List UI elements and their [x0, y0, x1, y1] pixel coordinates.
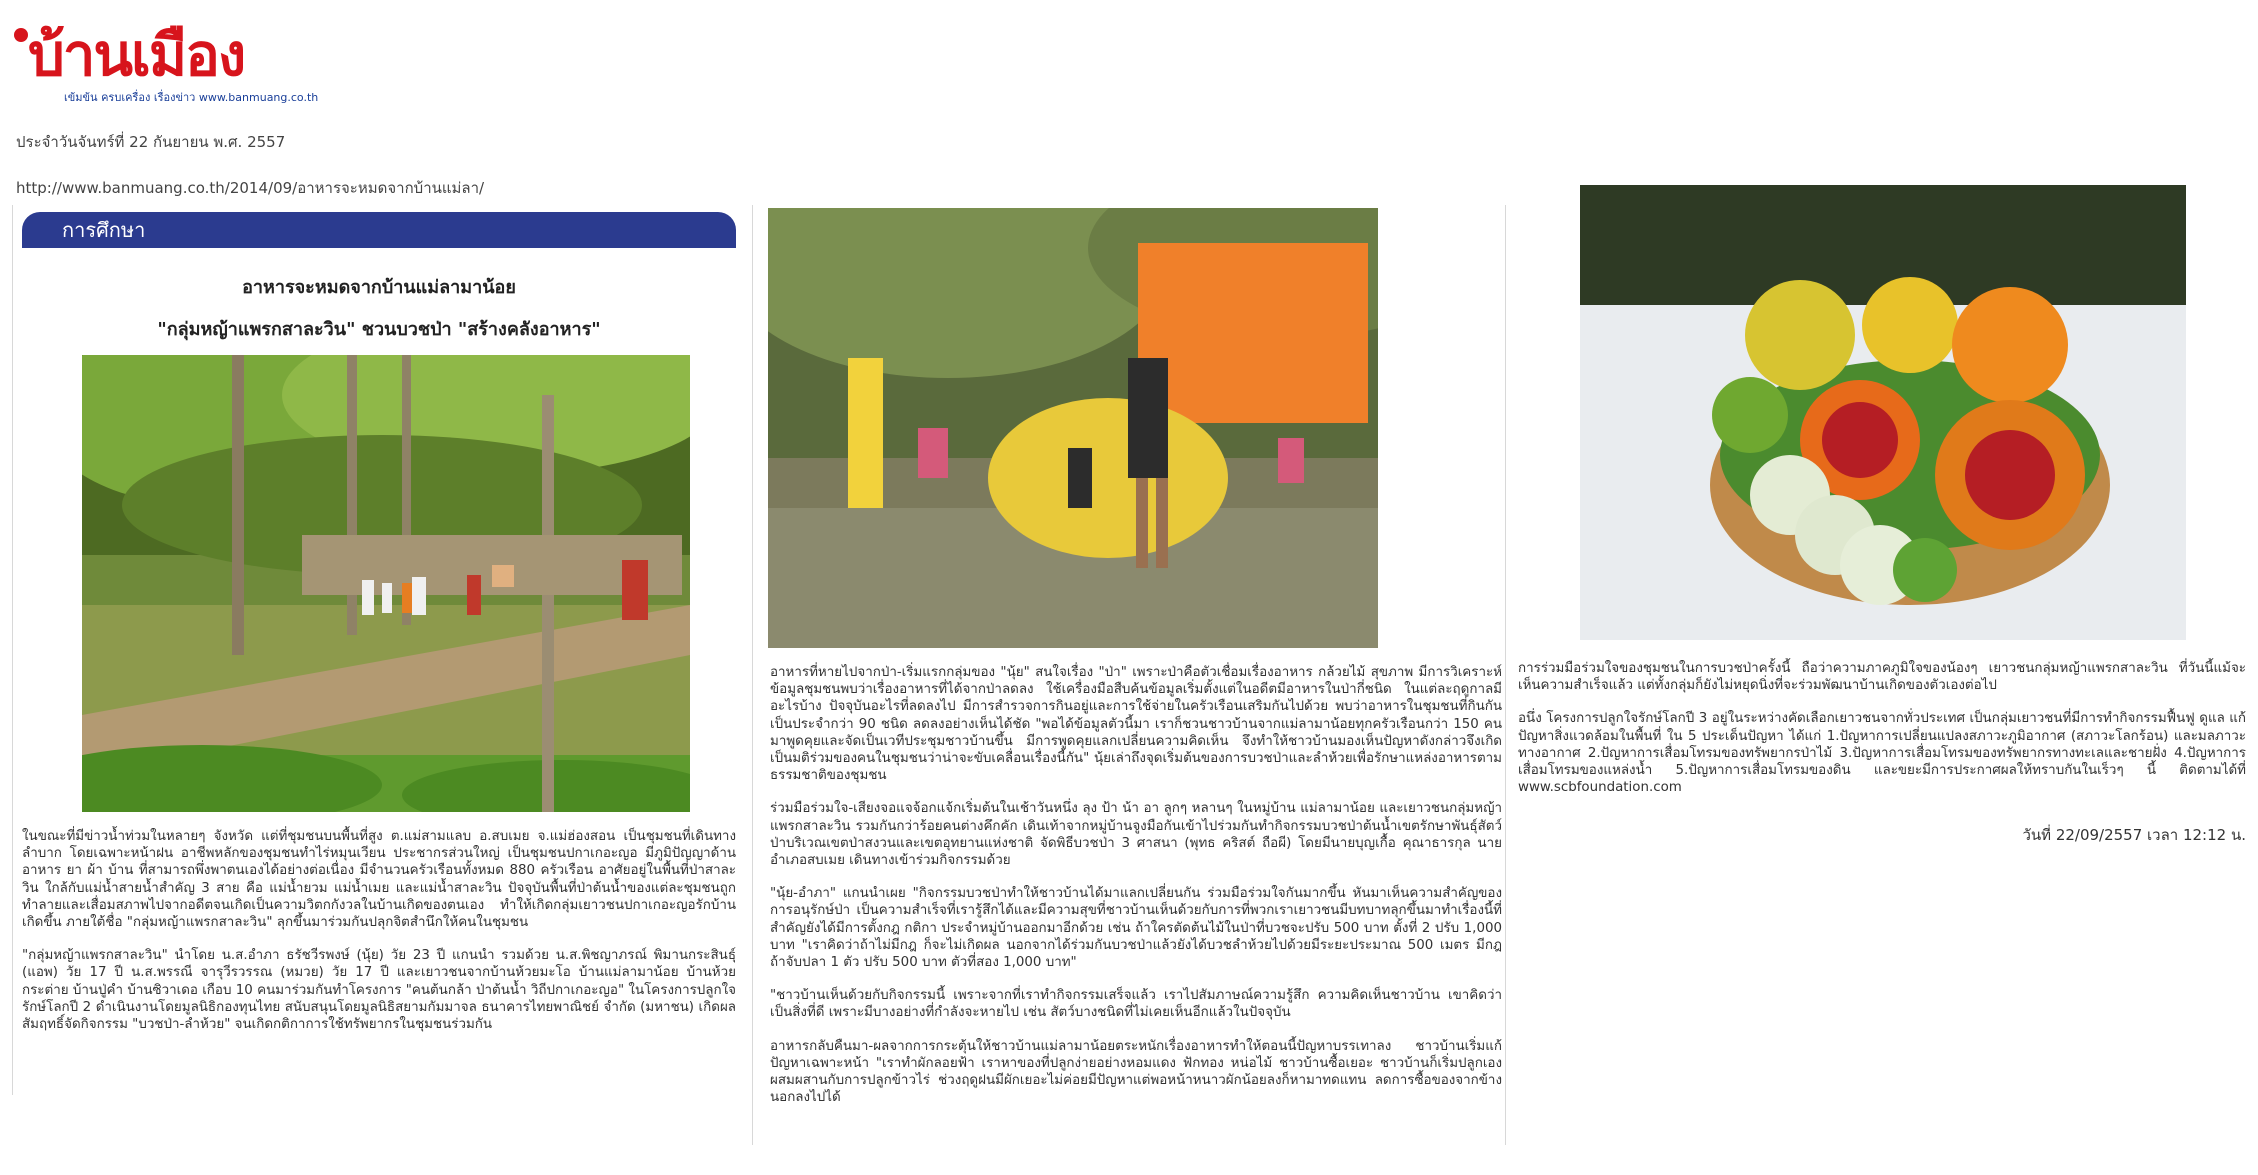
col2-paragraph: ร่วมมือร่วมใจ-เสียงจอแจจ้อกแจ้กเริ่มต้นในเช้าวันหนึ่ง ลุง ป้า น้า อา ลูกๆ หลานๆ ในหมู่บ้าน แม่ลามาน้อย และเยาวชนกลุ่มหญ้าแพรกสาละวิน รวมกันกว่าร้อยคนต่างคึกคัก เดินเท้าจากหมู่บ้านจูงมือกันเข้าไปร่วมกันทำกิจกรรมบวชป่าต้นน้ำเขตรักษาพันธุ์สัตว์ป่าบริเวณเขตป่าสงวนและเขตอุทยานแห่งชาติ จัดพิธีบวชป่า 3 ศาสนา (พุทธ คริสต์ ถือผี) โดยมีนายบุญเกื้อ คุณาธารกุล นายอำเภอสบเมย เดินทางเข้าร่วมกิจกรรมด้วย [770, 801, 1502, 869]
publish-timestamp: วันที่ 22/09/2557 เวลา 12:12 น. [2022, 826, 2246, 844]
fruit-basket-photo [1580, 185, 2186, 640]
section-header [22, 212, 736, 248]
col3-paragraph: อนึ่ง โครงการปลูกใจรักษ์โลกปี 3 อยู่ในระหว่างคัดเลือกเยาวชนจากทั่วประเทศ เป็นกลุ่มเยาวชนที่มีการทำกิจกรรมฟื้นฟู ดูแล แก้ปัญหาสิ่งแวดล้อมในพื้นที่ ใน 5 ประเด็นปัญหา ได้แก่ 1.ปัญหาการเปลี่ยนแปลงสภาวะภูมิอากาศ (สภาวะโลกร้อน) และมลภาวะทางอากาศ 2.ปัญหาการเสื่อมโทรมของทรัพยากรป่าไม้ 3.ปัญหาการเสื่อมโทรมของทรัพยากรทางทะเลและชายฝั่ง 4.ปัญหาการเสื่อมโทรมของแหล่งน้ำ 5.ปัญหาการเสื่อมโทรมของดิน และขยะมีการประกาศผลให้ทราบกันในเร็วๆ นี้ ติดตามได้ที่ www.scbfoundation.com [1518, 711, 2246, 796]
article-url: http://www.banmuang.co.th/2014/09/อาหารจะหมดจากบ้านแม่ลา/ [16, 179, 485, 197]
column-rule-1 [752, 205, 753, 1145]
article-column-2 [770, 664, 1502, 1122]
col1-paragraph: ในขณะที่มีข่าวน้ำท่วมในหลายๆ จังหวัด แต่ที่ชุมชนบนพื้นที่สูง ต.แม่สามแลบ อ.สบเมย จ.แม่ฮ่องสอน เป็นชุมชนที่เดินทางลำบาก โดยเฉพาะหน้าฝน อาชีพหลักของชุมชนทำไร่หมุนเวียน ประชากรส่วนใหญ่ เป็นชุมชนปกาเกอะญอ มีภูมิปัญญาด้านอาหาร ยา ผ้า บ้าน ที่สามารถพึ่งพาตนเองได้อย่างต่อเนื่อง มีจำนวนครัวเรือนทั้งหมด 880 ครัวเรือน อาศัยอยู่ในพื้นที่ป่าสาละวิน ใกล้กับแม่น้ำสายน้ำสำคัญ 3 สาย คือ แม่น้ำยวม แม่น้ำเมย และแม่น้ำสาละวิน ปัจจุบันพื้นที่ป่าต้นน้ำของแต่ละชุมชนถูกทำลายและเสื่อมสภาพไปจากอดีตจนเกิดเป็นความวิตกกังวลในบ้านเกิดของตนเอง ทำให้เกิดกลุ่มเยาวชนปกาเกอะญอรักบ้านเกิดขึ้น ภายใต้ชื่อ "กลุ่มหญ้าแพรกสาละวิน" ลุกขึ้นมาร่วมกันปลุกจิตสำนึกให้คนในชุมชน [22, 829, 736, 931]
logo-wordmark: บ้านเมือง [28, 21, 245, 89]
left-rule [12, 205, 13, 1095]
col2-paragraph: อาหารที่หายไปจากป่า-เริ่มแรกกลุ่มของ "นุ้ย" สนใจเรื่อง "ป่า" เพราะป่าคือตัวเชื่อมเรื่องอาหาร กล้วยไม้ สุขภาพ มีการวิเคราะห์ข้อมูลชุมชนพบว่าเรื่องอาหารที่ได้จากป่าลดลง ใช้เครื่องมือสืบค้นข้อมูลเริ่มตั้งแต่ในอดีตมีอาหารในป่ากี่ชนิด ในแต่ละฤดูกาลมีอะไรบ้าง ปัจจุบันอะไรที่ลดลงไป มีการสำรวจการกินอยู่และการใช้จ่ายในครัวเรือนเสริมกันไปด้วย พบว่าอาหารในชุมชนที่กินกันเป็นประจำกว่า 90 ชนิด ลดลงอย่างเห็นได้ชัด "พอได้ข้อมูลตัวนี้มา เราก็ชวนชาวบ้านจากแม่ลามาน้อยทุกครัวเรือนกว่า 150 คนมาพูดคุยและจัดเป็นเวทีประชุมชาวบ้านขึ้น มีการพูดคุยแลกเปลี่ยนความคิดเห็น จึงทำให้ชาวบ้านมองเห็นปัญหาดังกล่าวจึงเกิดเป็นมติร่วมของคนในชุมชนว่าน่าจะขับเคลื่อนเรื่องนี้กัน" นุ้ยเล่าถึงจุดเริ่มต้นของการบวชป่าและลำห้วยเพื่อรักษาแหล่งอาหารตามธรรมชาติของชุมชน [770, 665, 1502, 784]
headline-secondary: "กลุ่มหญ้าแพรกสาละวิน" ชวนบวชป่า "สร้างคลังอาหาร" [157, 319, 601, 340]
column-rule-2 [1505, 205, 1506, 1145]
logo-tagline: เข้มข้น ครบเครื่อง เรื่องข่าว www.banmuang.co.th [64, 91, 319, 104]
forest-trail-photo [82, 355, 690, 812]
headline-primary: อาหารจะหมดจากบ้านแม่ลามาน้อย [242, 277, 516, 298]
article-column-3 [1518, 660, 2246, 812]
col3-paragraph: การร่วมมือร่วมใจของชุมชนในการบวชป่าครั้งนี้ ถือว่าความภาคภูมิใจของน้องๆ เยาวชนกลุ่มหญ้าแพรกสาละวิน ที่วันนี้แม้จะเห็นความสำเร็จแล้ว แต่ทั้งกลุ่มก็ยังไม่หยุดนิ่งที่จะร่วมพัฒนาบ้านเกิดของตัวเองต่อไป [1518, 661, 2246, 694]
col2-paragraph: "ชาวบ้านเห็นด้วยกับกิจกรรมนี้ เพราะจากที่เราทำกิจกรรมเสร็จแล้ว เราไปสัมภาษณ์ความรู้สึก ความคิดเห็นชาวบ้าน เขาคิดว่าเป็นสิ่งที่ดี เพราะมีบางอย่างที่กำลังจะหายไป เช่น สัตว์บางชนิดที่ไม่เคยเห็นอีกแล้วในปัจจุบัน [770, 988, 1502, 1021]
col2-paragraph: อาหารกลับคืนมา-ผลจากการกระตุ้นให้ชาวบ้านแม่ลามาน้อยตระหนักเรื่องอาหารทำให้ตอนนี้ปัญหาบรรเทาลง ชาวบ้านเริ่มแก้ปัญหาเฉพาะหน้า "เราทำผักลอยฟ้า เราหาของที่ปลูกง่ายอย่างหอมแดง ฟักทอง หน่อไม้ ชาวบ้านซื้อเยอะ ชาวบ้านก็เริ่มปลูกเองผสมผสานกับการปลูกข้าวไร่ ช่วงฤดูฝนมีผักเยอะไม่ค่อยมีปัญหาแต่พอหน้าหนาวผักน้อยลงก็หามาทดแทน ลดการซื้อของจากข้างนอกลงไปได้ [770, 1038, 1502, 1106]
section-label: การศึกษา [62, 218, 146, 242]
logo-mark-icon [14, 28, 28, 42]
issue-date: ประจำวันจันทร์ที่ 22 กันยายน พ.ศ. 2557 [16, 133, 286, 151]
banmuang-logo [14, 21, 334, 104]
col1-paragraph: "กลุ่มหญ้าแพรกสาละวิน" นำโดย น.ส.อำภา ธรัชวีรพงษ์ (นุ้ย) วัย 23 ปี แกนนำ รวมด้วย น.ส.พิชญาภรณ์ พิมานกระสินธุ์ (แอพ) วัย 17 ปี น.ส.พรรณี จารุวีรวรรณ (หมวย) วัย 17 ปี และเยาวชนจากบ้านห้วยมะโอ บ้านแม่ลามาน้อย บ้านห้วยกระต่าย บ้านปู่คำ บ้านซิวาเดอ เกือบ 10 คนมาร่วมกันทำโครงการ "คนต้นกล้า ป่าต้นน้ำ วิถีปกาเกอะญอ" ในโครงการปลูกใจรักษ์โลกปี 2 ดำเนินงานโดยมูลนิธิกองทุนไทย สนับสนุนโดยมูลนิธิสยามกัมมาจล ธนาคารไทยพาณิชย์ จำกัด (มหาชน) เกิดผลสัมฤทธิ์จัดกิจกรรม "บวชป่า-ลำห้วย" จนเกิดกติกาการใช้ทรัพยากรในชุมชนร่วมกัน [22, 948, 736, 1033]
article-column-1 [22, 828, 736, 1049]
col2-paragraph: "นุ้ย-อำภา" แกนนำเผย "กิจกรรมบวชป่าทำให้ชาวบ้านได้มาแลกเปลี่ยนกัน ร่วมมือร่วมใจกันมากขึ้น หันมาเห็นความสำคัญของการอนุรักษ์ป่า เป็นความสำเร็จที่เรารู้สึกได้และมีความสุขที่ชาวบ้านเห็นด้วยกับการที่พวกเราเยาวชนมีบทบาทลุกขึ้นมาทำเรื่องนี้ที่สำคัญยังได้มีการตั้งกฎ กติกา ประจำหมู่บ้านออกมาอีกด้วย เช่น ถ้าใครตัดต้นไม้ในป่าที่บวชจะปรับ 500 บาท ตั้งที่ 2 ปรับ 1,000 บาท "เราคิดว่าถ้าไม่มีกฎ ก็จะไม่เกิดผล นอกจากได้ร่วมกันบวชป่าแล้วยังได้บวชลำห้วยไปด้วยมีระยะประมาณ 500 เมตร มีกฎถ้าจับปลา 1 ตัว ปรับ 500 บาท ตัวที่สอง 1,000 บาท" [770, 886, 1502, 971]
stream-ceremony-photo [768, 208, 1378, 648]
